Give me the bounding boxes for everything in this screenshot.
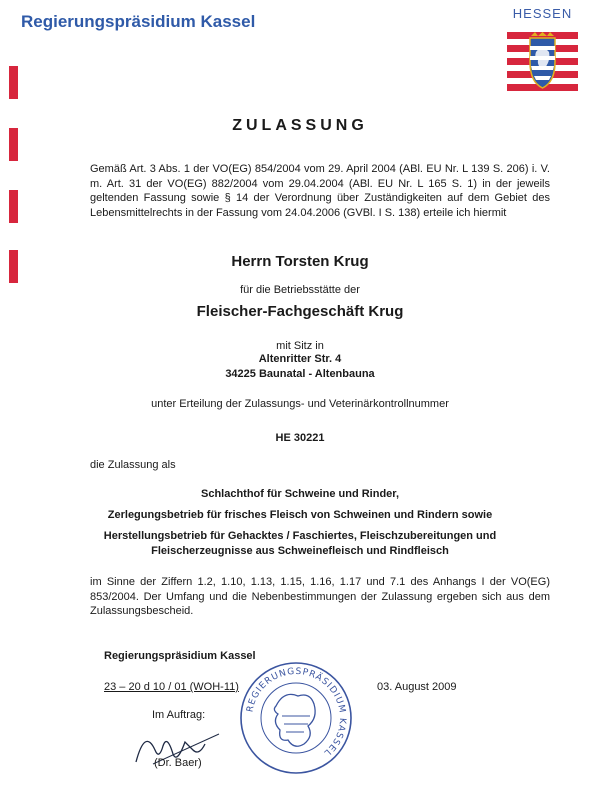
business-name: Fleischer-Fachgeschäft Krug	[196, 303, 404, 320]
recipient-name: Herrn Torsten Krug	[231, 253, 369, 270]
svg-text:REGIERUNGSPRÄSIDIUM KASSEL: REGIERUNGSPRÄSIDIUM KASSEL	[245, 666, 348, 758]
issue-date: 03. August 2009	[377, 681, 457, 693]
approved-activity: Fleischerzeugnisse aus Schweinefleisch und Rindfleisch	[151, 545, 449, 557]
control-number-label: unter Erteilung der Zulassungs- und Veterinärkontrollnummer	[151, 398, 449, 410]
facility-label: für die Betriebsstätte der	[240, 284, 360, 296]
margin-mark	[9, 66, 18, 99]
city-address: 34225 Baunatal - Altenbauna	[225, 368, 375, 380]
official-seal-icon	[238, 660, 354, 776]
control-number: HE 30221	[275, 432, 325, 444]
file-reference: 23 – 20 d 10 / 01 (WOH-11)	[104, 681, 239, 693]
approved-activity: Schlachthof für Schweine und Rinder,	[200, 488, 400, 500]
document-title: ZULASSUNG	[232, 117, 368, 134]
on-behalf-label: Im Auftrag:	[152, 709, 206, 721]
margin-mark	[9, 190, 18, 223]
legal-basis-paragraph: Gemäß Art. 3 Abs. 1 der VO(EG) 854/2004 vom 29. April 2004 (ABl. EU Nr. L 139 S. 206) i. V. m. Art. 31 der VO(EG) 882/2004 vom 29.04.2004 (ABl. EU Nr. L 165 S. 1) in der jeweils geltenden Fassung sowie § 14 der Verordnung über Zuständigkeiten auf dem Gebiet des Lebensmittelrechts in der Fassung vom 24.04.2006 (GVBl. I S. 138) erteile ich hiermit	[90, 163, 550, 219]
approved-activity: Herstellungsbetrieb für Gehacktes / Faschiertes, Fleischzubereitungen und	[103, 530, 497, 542]
approved-activity: Zerlegungsbetrieb für frisches Fleisch von Schweinen und Rindern sowie	[107, 509, 493, 521]
hessen-logo	[505, 6, 580, 96]
hessen-wordmark: HESSEN	[512, 6, 573, 21]
signatory-name: (Dr. Baer)	[154, 757, 202, 769]
signing-authority: Regierungspräsidium Kassel	[104, 650, 256, 662]
street-address: Altenritter Str. 4	[258, 353, 342, 365]
seat-label: mit Sitz in	[276, 340, 324, 352]
approval-as-label: die Zulassung als	[90, 459, 176, 471]
authority-header: Regierungspräsidium Kassel	[21, 12, 256, 31]
closing-paragraph: im Sinne der Ziffern 1.2, 1.10, 1.13, 1.15, 1.16, 1.17 und 7.1 des Anhangs I der VO(EG) 853/2004. Der Umfang und die Nebenbestimmungen der Zulassung ergeben sich aus dem Zulassungsbescheid.	[90, 576, 550, 618]
hessen-coat-of-arms-icon	[507, 32, 578, 92]
